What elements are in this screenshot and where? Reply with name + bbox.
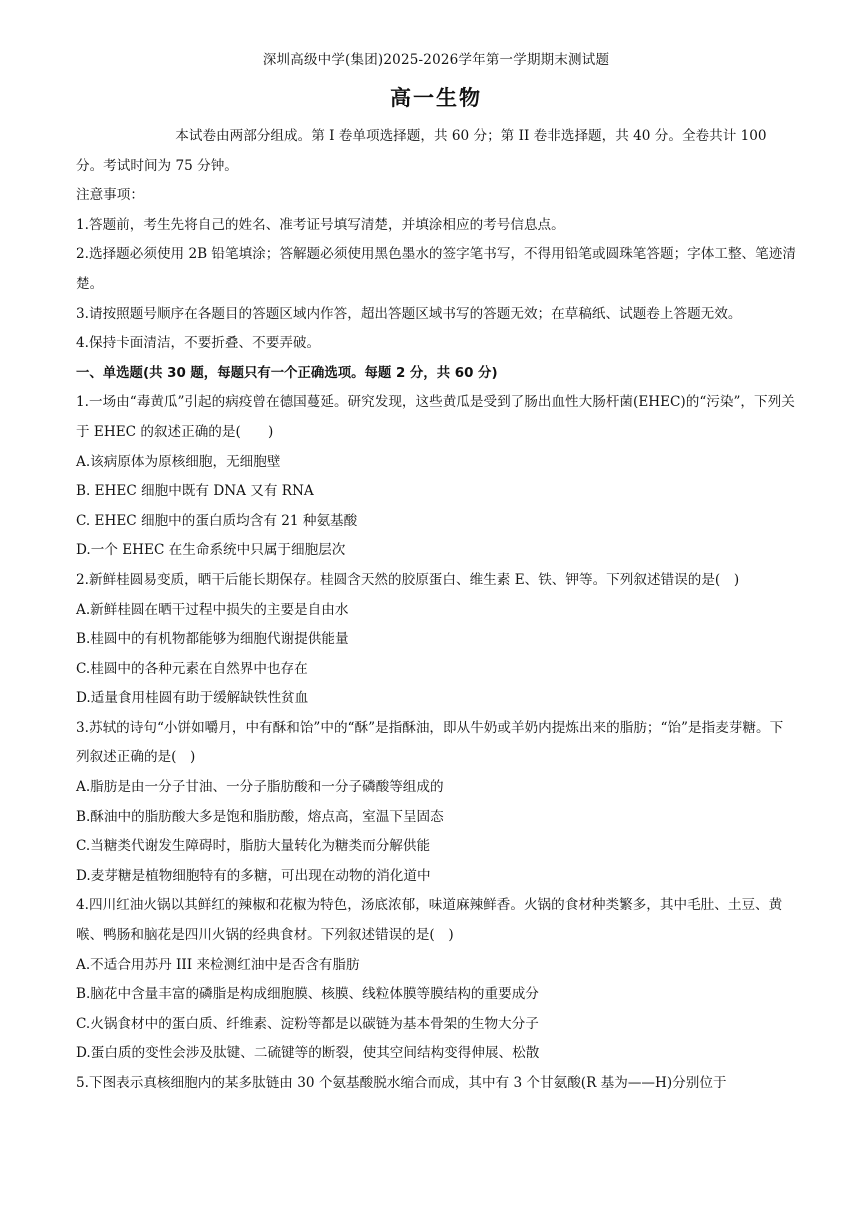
- school-header: 深圳高级中学(集团)2025-2026学年第一学期期末测试题: [262, 52, 610, 68]
- question-option: A.不适合用苏丹 III 来检测红油中是否含有脂肪: [76, 956, 360, 973]
- question-option: C.火锅食材中的蛋白质、纤维素、淀粉等都是以碳链为基本骨架的生物大分子: [76, 1015, 539, 1032]
- question-option: B.桂圆中的有机物都能够为细胞代谢提供能量: [76, 631, 349, 648]
- notice-item: 1.答题前，考生先将自己的姓名、准考证号填写清楚，并填涂相应的考号信息点。: [76, 216, 565, 233]
- exam-title: 高一生物: [390, 86, 482, 110]
- question-option: C.桂圆中的各种元素在自然界中也存在: [76, 660, 308, 677]
- notice-item: 3.请按照题号顺序在各题目的答题区域内作答，超出答题区域书写的答题无效；在草稿纸、试题卷上答题无效。: [76, 305, 742, 322]
- question-option: A.新鲜桂圆在晒干过程中损失的主要是自由水: [76, 601, 349, 618]
- question-option: C.当糖类代谢发生障碍时，脂肪大量转化为糖类而分解供能: [76, 838, 431, 855]
- exam-intro: 本试卷由两部分组成。第 I 卷单项选择题，共 60 分；第 II 卷非选择题，共 40 分。全卷共计 100 分。考试时间为 75 分钟。: [76, 128, 767, 174]
- question-option: B.酥油中的脂肪酸大多是饱和脂肪酸，熔点高，室温下呈固态: [76, 808, 444, 825]
- question-option: D.蛋白质的变性会涉及肽键、二硫键等的断裂，使其空间结构变得伸展、松散: [76, 1045, 540, 1062]
- question-option: D.麦芽糖是植物细胞特有的多糖，可出现在动物的消化道中: [76, 867, 431, 884]
- question-option: D.一个 EHEC 在生命系统中只属于细胞层次: [76, 542, 346, 559]
- question-stem: 2.新鲜桂圆易变质，晒干后能长期保存。桂圆含天然的胶原蛋白、维生素 E、铁、钾等。下列叙述错误的是( ): [76, 571, 740, 588]
- question-stem: 3.苏轼的诗句“小饼如嚼月，中有酥和饴”中的“酥”是指酥油，即从牛奶或羊奶内提炼出来的脂肪；“饴”是指麦芽糖。下列叙述正确的是( ): [76, 719, 784, 766]
- question-option: C. EHEC 细胞中的蛋白质均含有 21 种氨基酸: [76, 512, 358, 529]
- section-heading: 一、单选题(共 30 题，每题只有一个正确选项。每题 2 分，共 60 分): [76, 365, 498, 381]
- question-option: B.脑花中含量丰富的磷脂是构成细胞膜、核膜、线粒体膜等膜结构的重要成分: [76, 986, 539, 1003]
- question-option: D.适量食用桂圆有助于缓解缺铁性贫血: [76, 690, 309, 707]
- question-option: B. EHEC 细胞中既有 DNA 又有 RNA: [76, 483, 314, 500]
- question-stem: 4.四川红油火锅以其鲜红的辣椒和花椒为特色，汤底浓郁，味道麻辣鲜香。火锅的食材种类繁多，其中毛肚、土豆、黄喉、鸭肠和脑花是四川火锅的经典食材。下列叙述错误的是( ): [76, 897, 783, 944]
- question-stem: 5.下图表示真核细胞内的某多肽链由 30 个氨基酸脱水缩合而成，其中有 3 个甘氨酸(R 基为——H)分别位于: [76, 1075, 727, 1091]
- notice-item: 2.选择题必须使用 2B 铅笔填涂；答解题必须使用黑色墨水的签字笔书写，不得用铅笔或圆珠笔答题；字体工整、笔迹清楚。: [76, 246, 796, 292]
- notice-item: 4.保持卡面清洁，不要折叠、不要弄破。: [76, 335, 321, 352]
- question-option: A.该病原体为原核细胞，无细胞壁: [76, 453, 281, 470]
- question-stem: 1.一场由“毒黄瓜”引起的病疫曾在德国蔓延。研究发现，这些黄瓜是受到了肠出血性大肠杆菌(EHEC)的“污染”，下列关于 EHEC 的叙述正确的是( ): [76, 394, 795, 440]
- notice-title: 注意事项：: [76, 187, 144, 204]
- question-option: A.脂肪是由一分子甘油、一分子脂肪酸和一分子磷酸等组成的: [76, 779, 444, 796]
